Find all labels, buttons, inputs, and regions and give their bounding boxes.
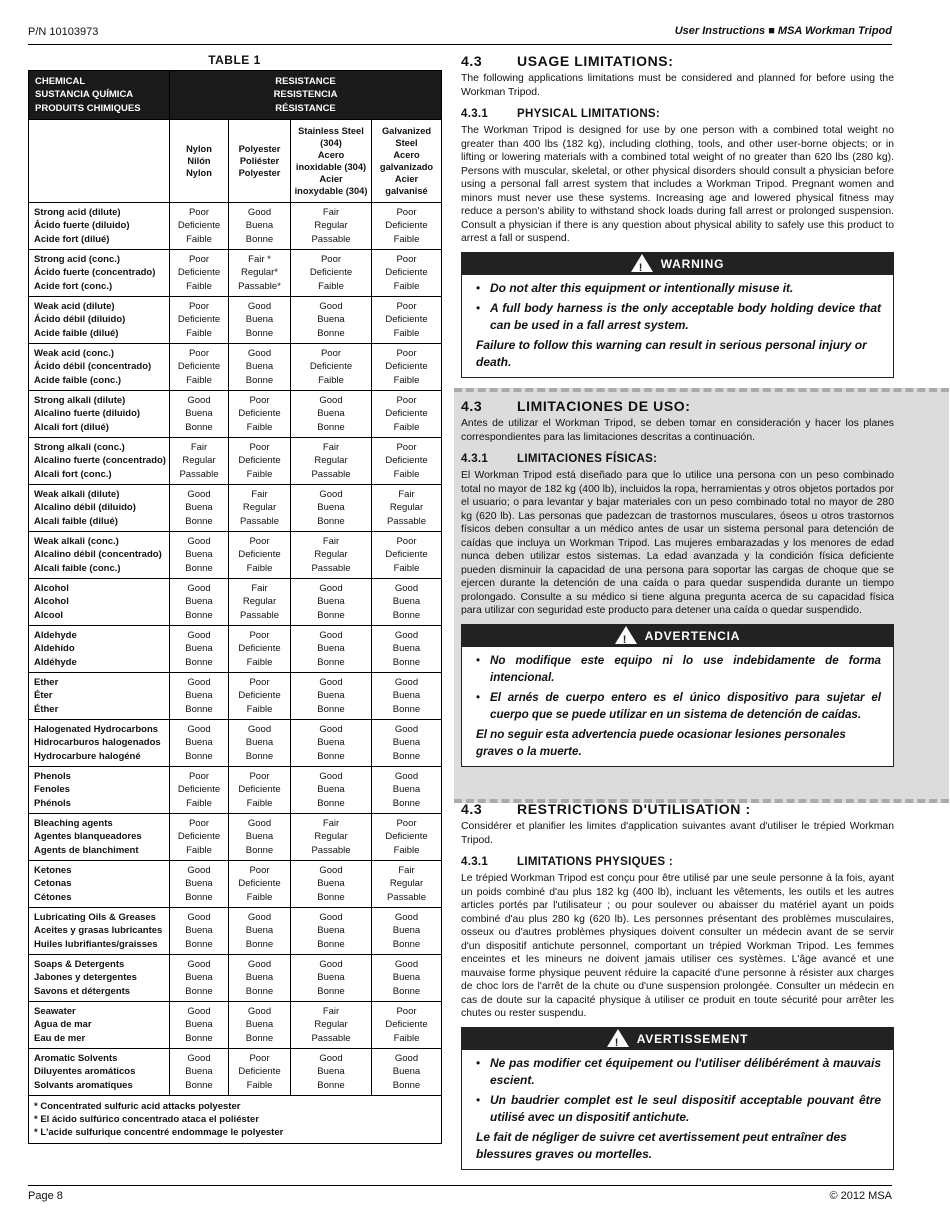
table-row xyxy=(29,391,442,438)
warning-item: • Do not alter this equipment or intentionally misuse it. xyxy=(476,280,881,297)
warning-item: • Ne pas modifier cet équipement ou l'utiliser délibérément à mauvais escient. xyxy=(476,1055,881,1089)
chemical-name-cell: Ether Éter Éther xyxy=(29,673,170,720)
subsection-body: Le trépied Workman Tripod est conçu pour être utilisé par une seule personne à la fois, ayant un poids combiné d'au plus 182 kg (400 lb), incluant les vêtements, les outils et les autres articles portés par l'utilisateur ; ou pour soulever ou abaisser du matériel ayant un poids combiné d'au plus 280 kg (620 lb). Les personnes présentant des problèmes musculaires, osseux ou d'autres problèmes physiques doivent consulter un médecin avant de se servir d'un dispositif antichute personnel, comportant un trépied Workman Tripod. Les femmes enceintes et les mineurs ne doivent jamais utiliser ces systèmes. L'âge avancé et une mauvaise forme physique peuvent réduire la capacité d'une personne à résister aux charges de choc lors de l'arrêt de la chute ou d'une suspension prolongée. Consulter un médecin en cas de doute sur la capacité physique à utiliser ce produit en toute sécurité pour arrêter les chutes ou rester suspendu. xyxy=(461,873,894,1019)
resistance-value-cell: Poor Deficiente Faible xyxy=(372,250,442,297)
resistance-value-cell: Good Buena Bonne xyxy=(170,673,229,720)
chemical-name-cell: Weak alkali (conc.) Alcalino débil (concentrado) Alcali faible (conc.) xyxy=(29,532,170,579)
resistance-value-cell: Good Buena Bonne xyxy=(372,673,442,720)
resistance-value-cell: Poor Deficiente Faible xyxy=(372,438,442,485)
chemical-name-cell: Halogenated Hydrocarbons Hidrocarburos halogenados Hydrocarbure halogéné xyxy=(29,720,170,767)
resistance-value-cell: Good Buena Bonne xyxy=(170,532,229,579)
table-row xyxy=(29,579,442,626)
warning-header: ! AVERTISSEMENT xyxy=(462,1028,893,1050)
table-row xyxy=(29,673,442,720)
subsection-body: El Workman Tripod está diseñado para que lo utilice una persona con un peso combinado total no mayor de 182 kg (400 lb), incluidos la ropa, herramientas y otros objetos portados por el usuario; o para levantar y bajar materiales con un peso combinado total no mayor de 280 kg (620 lb). Las personas que padezcan de trastornos musculares, óseos u otros trastornos físicos deben consultar a un médico antes de usar un sistema personal para detención de caídas que incluya un Workman Tripod. Las mujeres embarazadas y los menores de edad nunca deben utilizar estos sistemas. La edad avanzada y la condición física deficiente pueden disminuir la capacidad de una persona para soportar las cargas de choque que se ejercen durante la detención de una caída o para quedar suspendida durante un tiempo prolongado. Consulte a su médico si tiene alguna pregunta acerca de su capacidad física para utilizar con seguridad este producto para detener una caída o quedar suspendido. xyxy=(461,470,894,616)
resistance-value-cell: Good Buena Bonne xyxy=(229,908,291,955)
table-row xyxy=(29,626,442,673)
resistance-value-cell: Good Buena Bonne xyxy=(291,861,372,908)
resistance-value-cell: Poor Deficiente Faible xyxy=(229,532,291,579)
table-row xyxy=(29,250,442,297)
subsection-heading: 4.3.1 PHYSICAL LIMITATIONS: xyxy=(461,108,661,120)
resistance-value-cell: Good Buena Bonne xyxy=(170,720,229,767)
resistance-value-cell: Poor Deficiente Faible xyxy=(170,250,229,297)
resistance-value-cell: Good Buena Bonne xyxy=(229,344,291,391)
table-row xyxy=(29,814,442,861)
resistance-value-cell: Good Buena Bonne xyxy=(170,1002,229,1049)
resistance-value-cell: Poor Deficiente Faible xyxy=(229,391,291,438)
copyright: © 2012 MSA xyxy=(829,1190,892,1202)
section-usage-limitations-fr xyxy=(461,801,894,1170)
chemical-name-cell: Strong alkali (dilute) Alcalino fuerte (diluido) Alcali fort (dilué) xyxy=(29,391,170,438)
resistance-value-cell: Good Buena Bonne xyxy=(229,814,291,861)
resistance-value-cell: Good Buena Bonne xyxy=(170,908,229,955)
warning-item: • El arnés de cuerpo entero es el único dispositivo para sujetar el cuerpo que se puede utilizar en un sistema de detención de caídas. xyxy=(476,689,881,723)
table-row xyxy=(29,203,442,250)
resistance-value-cell: Fair Regular Passable xyxy=(170,438,229,485)
resistance-value-cell: Fair Regular Passable xyxy=(291,1002,372,1049)
resistance-value-cell: Good Buena Bonne xyxy=(170,579,229,626)
section-usage-limitations-en xyxy=(461,53,894,378)
chemical-name-cell: Seawater Agua de mar Eau de mer xyxy=(29,1002,170,1049)
warning-box xyxy=(461,1027,894,1170)
warning-triangle-icon: ! xyxy=(615,626,637,644)
chemical-name-cell: Aldehyde Aldehído Aldéhyde xyxy=(29,626,170,673)
section-usage-limitations-es xyxy=(461,398,894,767)
chemical-name-cell: Aromatic Solvents Diluyentes aromáticos Solvants aromatiques xyxy=(29,1049,170,1096)
material-column-header: Galvanized Steel Acero galvanizado Acier galvanisé xyxy=(372,120,442,203)
resistance-value-cell: Fair Regular Passable xyxy=(372,861,442,908)
warning-item: • Un baudrier complet est le seul dispositif acceptable pouvant être utilisé avec un dispositif antichute. xyxy=(476,1092,881,1126)
material-column-header: Stainless Steel (304) Acero inoxidable (304) Acier inoxydable (304) xyxy=(291,120,372,203)
resistance-value-cell: Poor Deficiente Faible xyxy=(372,391,442,438)
resistance-value-cell: Poor Deficiente Faible xyxy=(372,344,442,391)
chemical-name-cell: Phenols Fenoles Phénols xyxy=(29,767,170,814)
resistance-value-cell: Fair Regular Passable xyxy=(229,579,291,626)
resistance-value-cell: Good Buena Bonne xyxy=(170,485,229,532)
table-row xyxy=(29,955,442,1002)
warning-item: • A full body harness is the only acceptable body holding device that can be used in a fall arrest system. xyxy=(476,300,881,334)
resistance-value-cell: Good Buena Bonne xyxy=(291,1049,372,1096)
table-row xyxy=(29,720,442,767)
table-row xyxy=(29,344,442,391)
resistance-value-cell: Good Buena Bonne xyxy=(372,955,442,1002)
table-title: TABLE 1 xyxy=(208,53,261,67)
section-intro: Antes de utilizar el Workman Tripod, se deben tomar en consideración y hacer los planes correspondientes para las limitaciones descritas a continuación. xyxy=(461,418,894,443)
table-row xyxy=(29,1049,442,1096)
chemical-name-cell: Strong acid (conc.) Ácido fuerte (concentrado) Acide fort (conc.) xyxy=(29,250,170,297)
chemical-name-cell: Weak acid (dilute) Ácido débil (diluido) Acide faible (dilué) xyxy=(29,297,170,344)
chemical-column-header: CHEMICAL SUSTANCIA QUÍMICA PRODUITS CHIMIQUES xyxy=(29,71,170,120)
table-row xyxy=(29,1002,442,1049)
resistance-value-cell: Good Buena Bonne xyxy=(291,579,372,626)
resistance-value-cell: Good Buena Bonne xyxy=(291,673,372,720)
section-intro: The following applications limitations must be considered and planned for before using the Workman Tripod. xyxy=(461,73,894,98)
resistance-value-cell: Poor Deficiente Faible xyxy=(170,814,229,861)
subsection-heading: 4.3.1 LIMITACIONES FÍSICAS: xyxy=(461,453,658,465)
table-row xyxy=(29,438,442,485)
resistance-value-cell: Fair Regular Passable xyxy=(291,814,372,861)
resistance-value-cell: Good Buena Bonne xyxy=(170,861,229,908)
section-heading: 4.3 USAGE LIMITATIONS: xyxy=(461,53,674,69)
resistance-value-cell: Fair * Regular* Passable* xyxy=(229,250,291,297)
header-rule xyxy=(28,44,892,45)
chemical-name-cell: Weak acid (conc.) Ácido débil (concentrado) Acide faible (conc.) xyxy=(29,344,170,391)
resistance-value-cell: Fair Regular Passable xyxy=(372,485,442,532)
resistance-value-cell: Poor Deficiente Faible xyxy=(372,203,442,250)
resistance-value-cell: Poor Deficiente Faible xyxy=(229,767,291,814)
material-column-header: Nylon Nilón Nylon xyxy=(170,120,229,203)
document-title: User Instructions ■ MSA Workman Tripod xyxy=(674,25,892,37)
resistance-value-cell: Good Buena Bonne xyxy=(229,720,291,767)
warning-box xyxy=(461,252,894,378)
resistance-value-cell: Poor Deficiente Faible xyxy=(229,861,291,908)
resistance-value-cell: Poor Deficiente Faible xyxy=(170,297,229,344)
section-heading: 4.3 RESTRICTIONS D'UTILISATION : xyxy=(461,801,751,817)
resistance-value-cell: Good Buena Bonne xyxy=(170,626,229,673)
resistance-value-cell: Poor Deficiente Faible xyxy=(170,344,229,391)
resistance-value-cell: Good Buena Bonne xyxy=(372,767,442,814)
table-row xyxy=(29,485,442,532)
resistance-value-cell: Good Buena Bonne xyxy=(372,1049,442,1096)
table-row xyxy=(29,767,442,814)
warning-consequence: Le fait de négliger de suivre cet avertissement peut entraîner des blessures graves ou mortelles. xyxy=(476,1129,847,1161)
table-row xyxy=(29,532,442,579)
resistance-column-header: RESISTANCE RESISTENCIA RÉSISTANCE xyxy=(170,71,442,120)
resistance-value-cell: Poor Deficiente Faible xyxy=(372,297,442,344)
section-heading: 4.3 LIMITACIONES DE USO: xyxy=(461,398,691,414)
resistance-value-cell: Good Buena Bonne xyxy=(291,626,372,673)
material-column-header: Polyester Poliéster Polyester xyxy=(229,120,291,203)
chemical-resistance-table xyxy=(28,70,442,1144)
resistance-value-cell: Poor Deficiente Faible xyxy=(170,767,229,814)
warning-header: ! WARNING xyxy=(462,253,893,275)
warning-triangle-icon: ! xyxy=(607,1029,629,1047)
resistance-value-cell: Fair Regular Passable xyxy=(229,485,291,532)
resistance-value-cell: Poor Deficiente Faible xyxy=(291,250,372,297)
chemical-name-cell: Alcohol Alcohol Alcool xyxy=(29,579,170,626)
chemical-name-cell: Bleaching agents Agentes blanqueadores Agents de blanchiment xyxy=(29,814,170,861)
resistance-value-cell: Good Buena Bonne xyxy=(291,391,372,438)
resistance-value-cell: Good Buena Bonne xyxy=(170,955,229,1002)
resistance-value-cell: Good Buena Bonne xyxy=(229,203,291,250)
resistance-value-cell: Poor Deficiente Faible xyxy=(229,673,291,720)
page-number: Page 8 xyxy=(28,1190,63,1202)
resistance-value-cell: Good Buena Bonne xyxy=(170,391,229,438)
table-row xyxy=(29,861,442,908)
chemical-name-cell: Strong acid (dilute) Ácido fuerte (diluido) Acide fort (dilué) xyxy=(29,203,170,250)
resistance-value-cell: Good Buena Bonne xyxy=(372,720,442,767)
resistance-value-cell: Poor Deficiente Faible xyxy=(291,344,372,391)
subsection-heading: 4.3.1 LIMITATIONS PHYSIQUES : xyxy=(461,856,673,868)
chemical-name-cell: Strong alkali (conc.) Alcalino fuerte (concentrado) Alcali fort (conc.) xyxy=(29,438,170,485)
section-intro: Considérer et planifier les limites d'application suivantes avant d'utiliser le trépied Workman Tripod. xyxy=(461,821,894,846)
chemical-name-cell: Weak alkali (dilute) Alcalino débil (diluido) Alcali faible (dilué) xyxy=(29,485,170,532)
resistance-value-cell: Good Buena Bonne xyxy=(291,767,372,814)
subsection-body: The Workman Tripod is designed for use by one person with a combined total weight no greater than 400 lbs (182 kg), including clothing, tools, and other user-borne objects; or in lifting or lowering materials with a combined total weight of no greater than 620 lbs (280 kg). Persons with muscular, skeletal, or other physical disorders should consult a physician before using a personal fall arrest system that includes a Workman Tripod. Pregnant women and minors must never use these systems. Increasing age and lowered physical fitness may reduce a person's ability to withstand shock loads during fall arrest or prolonged suspension. Consult a physician if there is any question about physical ability to safely use this product to arrest a fall or suspend. xyxy=(461,125,894,244)
resistance-value-cell: Poor Deficiente Faible xyxy=(170,203,229,250)
part-number: P/N 10103973 xyxy=(28,26,99,38)
resistance-value-cell: Good Buena Bonne xyxy=(291,908,372,955)
resistance-value-cell: Fair Regular Passable xyxy=(291,532,372,579)
table-footnotes: * Concentrated sulfuric acid attacks polyester * El ácido sulfúrico concentrado ataca el poliéster * L'acide sulfurique concentré endommage le polyester xyxy=(29,1096,442,1144)
resistance-value-cell: Good Buena Bonne xyxy=(372,579,442,626)
resistance-value-cell: Good Buena Bonne xyxy=(291,720,372,767)
chemical-name-cell: Soaps & Detergents Jabones y detergentes Savons et détergents xyxy=(29,955,170,1002)
warning-consequence: El no seguir esta advertencia puede ocasionar lesiones personales graves o la muerte. xyxy=(476,727,846,758)
footer-rule xyxy=(28,1185,892,1186)
resistance-value-cell: Good Buena Bonne xyxy=(170,1049,229,1096)
resistance-value-cell: Poor Deficiente Faible xyxy=(229,626,291,673)
resistance-value-cell: Good Buena Bonne xyxy=(372,626,442,673)
resistance-value-cell: Poor Deficiente Faible xyxy=(229,1049,291,1096)
table-row xyxy=(29,908,442,955)
resistance-value-cell: Good Buena Bonne xyxy=(372,908,442,955)
chemical-name-cell: Lubricating Oils & Greases Aceites y grasas lubricantes Huiles lubrifiantes/graisses xyxy=(29,908,170,955)
resistance-value-cell: Fair Regular Passable xyxy=(291,438,372,485)
resistance-value-cell: Good Buena Bonne xyxy=(229,955,291,1002)
resistance-value-cell: Fair Regular Passable xyxy=(291,203,372,250)
resistance-value-cell: Good Buena Bonne xyxy=(291,485,372,532)
table-row xyxy=(29,297,442,344)
resistance-value-cell: Good Buena Bonne xyxy=(229,1002,291,1049)
resistance-value-cell: Good Buena Bonne xyxy=(229,297,291,344)
resistance-value-cell: Poor Deficiente Faible xyxy=(372,814,442,861)
warning-header: ! ADVERTENCIA xyxy=(462,625,893,647)
resistance-value-cell: Poor Deficiente Faible xyxy=(372,532,442,579)
warning-item: • No modifique este equipo ni lo use indebidamente de forma intencional. xyxy=(476,652,881,686)
resistance-value-cell: Poor Deficiente Faible xyxy=(372,1002,442,1049)
resistance-value-cell: Poor Deficiente Faible xyxy=(229,438,291,485)
blank-header-cell xyxy=(29,120,170,203)
warning-triangle-icon: ! xyxy=(631,254,653,272)
resistance-value-cell: Good Buena Bonne xyxy=(291,955,372,1002)
warning-box xyxy=(461,624,894,767)
warning-consequence: Failure to follow this warning can result in serious personal injury or death. xyxy=(476,337,867,369)
resistance-value-cell: Good Buena Bonne xyxy=(291,297,372,344)
chemical-name-cell: Ketones Cetonas Cétones xyxy=(29,861,170,908)
